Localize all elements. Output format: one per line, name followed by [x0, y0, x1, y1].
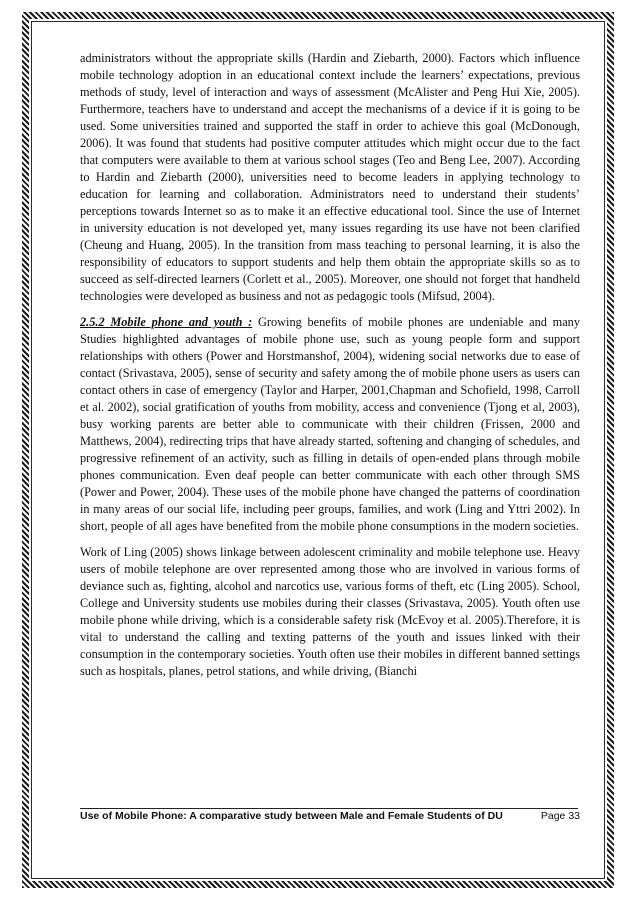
paragraph-2-body: Growing benefits of mobile phones are undeniable and many Studies highlighted advantages of mobile phone use, such as young people form and support relationships with others (Power and Horstmanshof, 2004), widening social networks due to ease of contact (Srivastava, 2005), sense of security and safety among the of mobile phone users as users can contact others in case of emergency (Taylor and Harper, 2001,Chapman and Schofield, 1998, Carroll et al. 2002), social gratification of youths from mobility, access and convenience (Tjong et al, 2003), busy working parents are better able to communicate with their children (Frissen, 2000 and Matthews, 2004), redirecting trips that have already started, softening and changing of schedules, and progressive refinement of an activity, such as filling in details of open-ended plans through mobile phones communication. Even deaf people can better communicate with each other through SMS (Power and Power, 2004). These uses of the mobile phone have changed the patterns of coordination in many areas of our social life, including peer groups, families, and work (Ling and Yttri 2002). In short, people of all ages have benefited from the mobile phone consumptions in the modern societies. — [80, 315, 580, 533]
paragraph-3: Work of Ling (2005) shows linkage between adolescent criminality and mobile telephone use. Heavy users of mobile telephone are over represented among those who are involved in various forms of deviance such as, fighting, alcohol and narcotics use, various forms of theft, etc (Ling 2005). School, College and University students use mobiles during their classes (Srivastava, 2005). Youth often use mobile phone while driving, which is a considerable safety risk (McEvoy et al. 2005).Therefore, it is vital to understand the calling and texting patterns of the youth and issues linked with their consumption in the contemporary societies. Youth often use their mobiles in different banned settings such as hospitals, planes, petrol stations, and while driving, (Bianchi — [80, 545, 580, 678]
section-heading: 2.5.2 Mobile phone and youth : — [80, 315, 253, 329]
page-number: Page 33 — [540, 810, 580, 822]
footer-title: Use of Mobile Phone: A comparative study between Male and Female Students of DU — [80, 810, 503, 822]
footer-divider — [80, 808, 578, 809]
paragraph-2 — [80, 314, 580, 535]
body-text — [80, 50, 580, 689]
page-footer — [80, 810, 580, 822]
paragraph-1: administrators without the appropriate skills (Hardin and Ziebarth, 2000). Factors which influence mobile technology adoption in an educational context include the learners’ expectations, previous methods of study, level of interaction and ways of assessment (McAlister and Peng Hui Xie, 2005). Furthermore, teachers have to understand and accept the mechanisms of a device if it is going to be used. Some universities trained and supported the staff in order to achieve this goal (McDonough, 2006). It was found that students had positive computer attitudes which might occur due to the fact that computers were available to them at various school stages (Teo and Beng Lee, 2007). According to Hardin and Ziebarth (2000), universities need to become leaders in applying technology to education for learning and collaboration. Administrators need to understand their students’ perceptions towards Internet so as to make it an effective educational tool. Since the use of Internet in university education is not developed yet, many issues regarding its use have not been clarified (Cheung and Huang, 2005). In the transition from mass teaching to personal learning, it is also the responsibility of educators to support students and help them obtain the appropriate skills so as to succeed as self-directed learners (Corlett et al., 2005). Moreover, one should not forget that handheld technologies were developed as business and not as pedagogic tools (Mifsud, 2004). — [80, 51, 580, 303]
